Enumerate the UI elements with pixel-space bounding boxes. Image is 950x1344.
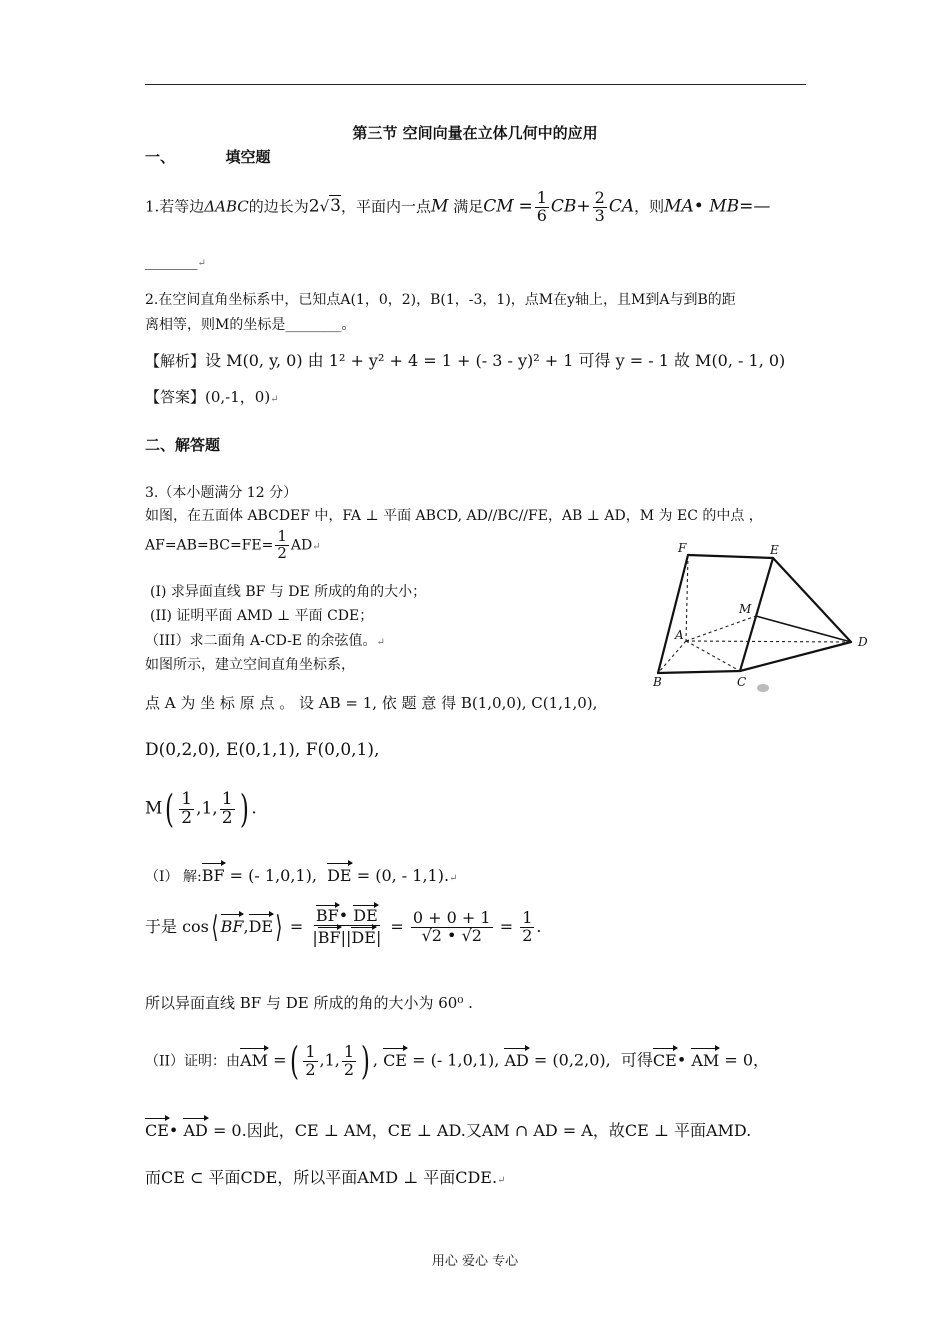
fig-label-b: B — [653, 675, 662, 689]
q1-cb: CB — [550, 196, 577, 217]
q3-p2-ad: AD — [504, 1050, 529, 1070]
q3-p2-am-frac2 — [342, 1041, 356, 1079]
q3-angle-text: 所以异面直线 BF 与 DE 所成的角的大小为 60⁰ . — [145, 994, 473, 1012]
q3-m-d1: 2 — [181, 807, 193, 828]
q1-blank-line: _______ — [145, 252, 198, 270]
q3-line2: AF=AB=BC=FE= $\frac{1}{2}$ AD↵ — [145, 527, 321, 562]
q3-cos-num3: 1 — [522, 908, 533, 927]
q3-cos-prefix: 于是 cos — [145, 916, 209, 936]
q3-m-n1: 1 — [181, 788, 193, 809]
q3-cos-de: DE — [248, 916, 274, 936]
q3-p1-bf: BF — [201, 866, 225, 885]
section2-heading: 二、解答题 — [145, 436, 221, 454]
q3-cos-num-bf: BF — [315, 906, 339, 925]
q3-cos-num2: 0 + 0 + 1 — [412, 908, 491, 927]
q2-analysis-text: 设 M(0, y, 0) 由 1² + y² + 4 = 1 + (- 3 - y)² + 1 可得 y = - 1 故 M(0, - 1, 0) — [205, 351, 786, 370]
q3-m-point: M( $\frac{1}{2}$ ,1, $\frac{1}{2}$ ) . — [145, 787, 257, 831]
q1-point: M — [431, 196, 449, 217]
q2-answer-label: 【答案】 — [145, 388, 206, 406]
q1-mid3: 满足 — [453, 197, 484, 216]
q3-m-d2: 2 — [221, 807, 233, 828]
q3-cos-frac1: $\frac{BF• DE}{|BF||DE|}$ — [312, 906, 382, 947]
q3-item2: (II) 证明平面 AMD ⊥ 平面 CDE； — [150, 608, 374, 624]
q3-line2-den: 2 — [277, 543, 287, 562]
q2-analysis — [145, 348, 785, 371]
q2-line1: 2.在空间直角坐标系中，已知点A(1，0，2)，B(1，-3，1)，点M在y轴上，且M到A与到B的距 — [145, 292, 736, 308]
q2-answer: 【答案】(0,-1，0)↵ — [145, 388, 279, 406]
q3-p2-tail-ce: CE — [652, 1050, 677, 1070]
q3-cos-bf: BF — [220, 916, 244, 936]
q1-frac1 — [535, 190, 549, 225]
q2-line2: 离相等，则M的坐标是________。 — [145, 317, 356, 333]
q3-cos-den3: 2 — [522, 925, 533, 945]
q3-coords-line: D(0,2,0), E(0,1,1), F(0,0,1), — [145, 740, 380, 760]
q1-then: ，则 — [634, 197, 665, 216]
q1-mid2: ，平面内一点 — [341, 197, 432, 216]
fig-label-d: D — [858, 635, 868, 649]
q3-item1: (I) 求异面直线 BF 与 DE 所成的角的大小； — [150, 584, 427, 600]
q3-origin-line: 点 A 为 坐 标 原 点 。 设 AB = 1, 依 题 意 得 B(1,0,0), C(1,1,0), — [145, 694, 598, 712]
q3-cos-den-de: DE — [351, 927, 376, 947]
q1-eq: = — [518, 196, 533, 217]
q3-part2-line2: CE• AD = 0.因此，CE ⊥ AM，CE ⊥ AD.又AM ∩ AD = A，故CE ⊥ 平面AMD. — [145, 1121, 752, 1140]
q3-p2-tail-am: AM — [691, 1050, 720, 1070]
section1-label: 填空题 — [225, 148, 271, 166]
page-footer: 用心 爱心 专心 — [431, 1254, 519, 1269]
q3-p2-tail2: = 0， — [724, 1050, 770, 1070]
fig-label-a: A — [675, 628, 684, 642]
q3-m-mid: ,1, — [196, 798, 218, 819]
section1-heading — [145, 146, 271, 167]
pentahedron-figure — [638, 538, 873, 718]
q3-p1-de-val: = (0, - 1,1). — [356, 866, 450, 885]
q1-frac2-num: 2 — [594, 188, 605, 207]
q3-m-n2: 1 — [221, 788, 233, 809]
q1-side-coef: 2 — [308, 196, 320, 217]
q3-part1: （I） 解:BF = (- 1,0,1), DE = (0, - 1,1).↵ — [145, 866, 458, 885]
q1-ca: CA — [608, 196, 635, 217]
q3-p2-am-mid: ,1, — [319, 1050, 340, 1070]
q3-p2-ad-val: = (0,2,0), — [533, 1050, 611, 1070]
q3-line2-frac — [275, 529, 289, 562]
section1-number: 一、 — [145, 148, 176, 166]
q1-blank: _______↵ — [145, 252, 206, 270]
fig-label-f: F — [678, 541, 687, 555]
q3-p2-am-d2: 2 — [343, 1059, 355, 1079]
q3-p2-am-d1: 2 — [305, 1059, 316, 1079]
q3-p2-ce: CE — [383, 1050, 407, 1070]
q3-line2-num: 1 — [277, 527, 287, 545]
q3-m-label: M — [145, 798, 163, 819]
q3-cos-frac3 — [520, 910, 534, 945]
q3-part2: （II）证明：由AM =( $\frac{1}{2}$ ,1, $\frac{1}{2}$ ) , CE = (- 1,0,1), AD = (0,2,0), 可得CE• AM = 0， — [145, 1039, 770, 1083]
q1-plus: + — [576, 196, 591, 217]
q3-item3-text: （III）求二面角 A-CD-E 的余弦值。 — [145, 633, 377, 649]
q3-p2-l2-ad: AD — [183, 1121, 208, 1140]
q3-p1-de: DE — [327, 866, 352, 885]
q1-line: 1.若等边ΔABC的边长为2√3，平面内一点M 满足CM = $\frac{1}{6}$ CB+ $\frac{2}{3}$ CA，则MA• MB=— — [145, 188, 771, 225]
page-title: 第三节 空间向量在立体几何中的应用 — [352, 124, 598, 142]
header-rule — [145, 84, 806, 85]
q3-cos-line: 于是 cos⟨ BF,DE⟩ = $\frac{BF• DE}{|BF||DE|}$ = $\frac{0 + 0 + 1}{√2 • √2}$ = $\frac{1}{2}$ . — [145, 906, 542, 947]
q1-frac1-den: 6 — [536, 205, 547, 225]
q1-frac2 — [593, 190, 607, 225]
q3-line2-suffix: AD — [290, 537, 313, 554]
q1-frac2-den: 3 — [594, 205, 605, 225]
q3-line1: 如图，在五面体 ABCDEF 中，FA ⊥ 平面 ABCD, AD//BC//FE，AB ⊥ AD，M 为 EC 的中点 ， — [145, 508, 763, 524]
fig-label-e: E — [770, 543, 779, 557]
q3-p2-am-n1: 1 — [305, 1041, 316, 1061]
q1-side-rad: 3 — [330, 196, 341, 217]
q2-analysis-label: 【解析】 — [145, 352, 206, 370]
q1-triangle: ΔABC — [204, 197, 249, 216]
q1-prefix: 1.若等边 — [145, 197, 205, 216]
q3-p2-am-n2: 1 — [343, 1041, 355, 1061]
q1-blank-tail: =— — [739, 196, 771, 217]
q3-p2-l2-ce: CE — [145, 1121, 169, 1140]
fig-label-m: M — [739, 602, 752, 616]
q3-p2-tail: 可得 — [620, 1050, 653, 1070]
q3-cos-num-de: DE — [353, 906, 378, 925]
q3-part2-line3: 而CE ⊂ 平面CDE，所以平面AMD ⊥ 平面CDE.↵ — [145, 1168, 506, 1187]
fig-label-c: C — [737, 675, 747, 689]
q1-dot-expr: MA• MB — [664, 196, 740, 217]
q3-m-frac2 — [220, 788, 235, 828]
q3-p1-bf-val: = (- 1,0,1), — [229, 866, 317, 885]
q3-p2-line2-text: = 0.因此，CE ⊥ AM，CE ⊥ AD.又AM ∩ AD = A，故CE ⊥ 平面AMD. — [212, 1121, 752, 1140]
q1-mid1: 的边长为 — [248, 197, 309, 216]
q3-header: 3.（本小题满分 12 分） — [145, 485, 298, 501]
q3-item3: （III）求二面角 A-CD-E 的余弦值。↵ — [145, 633, 385, 649]
q1-frac1-num: 1 — [536, 188, 547, 207]
q3-setup: 如图所示，建立空间直角坐标系， — [145, 657, 355, 673]
q3-p1-prefix: （I） 解: — [145, 869, 202, 885]
q3-p2-ce-val: = (- 1,0,1), — [412, 1050, 500, 1070]
q3-cos-den2: √2 • √2 — [421, 925, 482, 945]
q3-m-frac1 — [179, 788, 194, 828]
q2-answer-text: (0,-1，0) — [205, 388, 271, 406]
q3-p2-am: AM — [240, 1050, 268, 1070]
q3-line2-prefix: AF=AB=BC=FE= — [145, 537, 274, 554]
q3-cos-frac2 — [411, 910, 493, 945]
q3-p2-prefix: （II）证明：由 — [145, 1053, 241, 1070]
q1-cm: CM — [483, 196, 514, 217]
q3-p2-line3-text: 而CE ⊂ 平面CDE，所以平面AMD ⊥ 平面CDE. — [145, 1168, 498, 1187]
q3-p2-am-frac1 — [303, 1041, 317, 1079]
q3-cos-den-bf: BF — [317, 927, 341, 947]
